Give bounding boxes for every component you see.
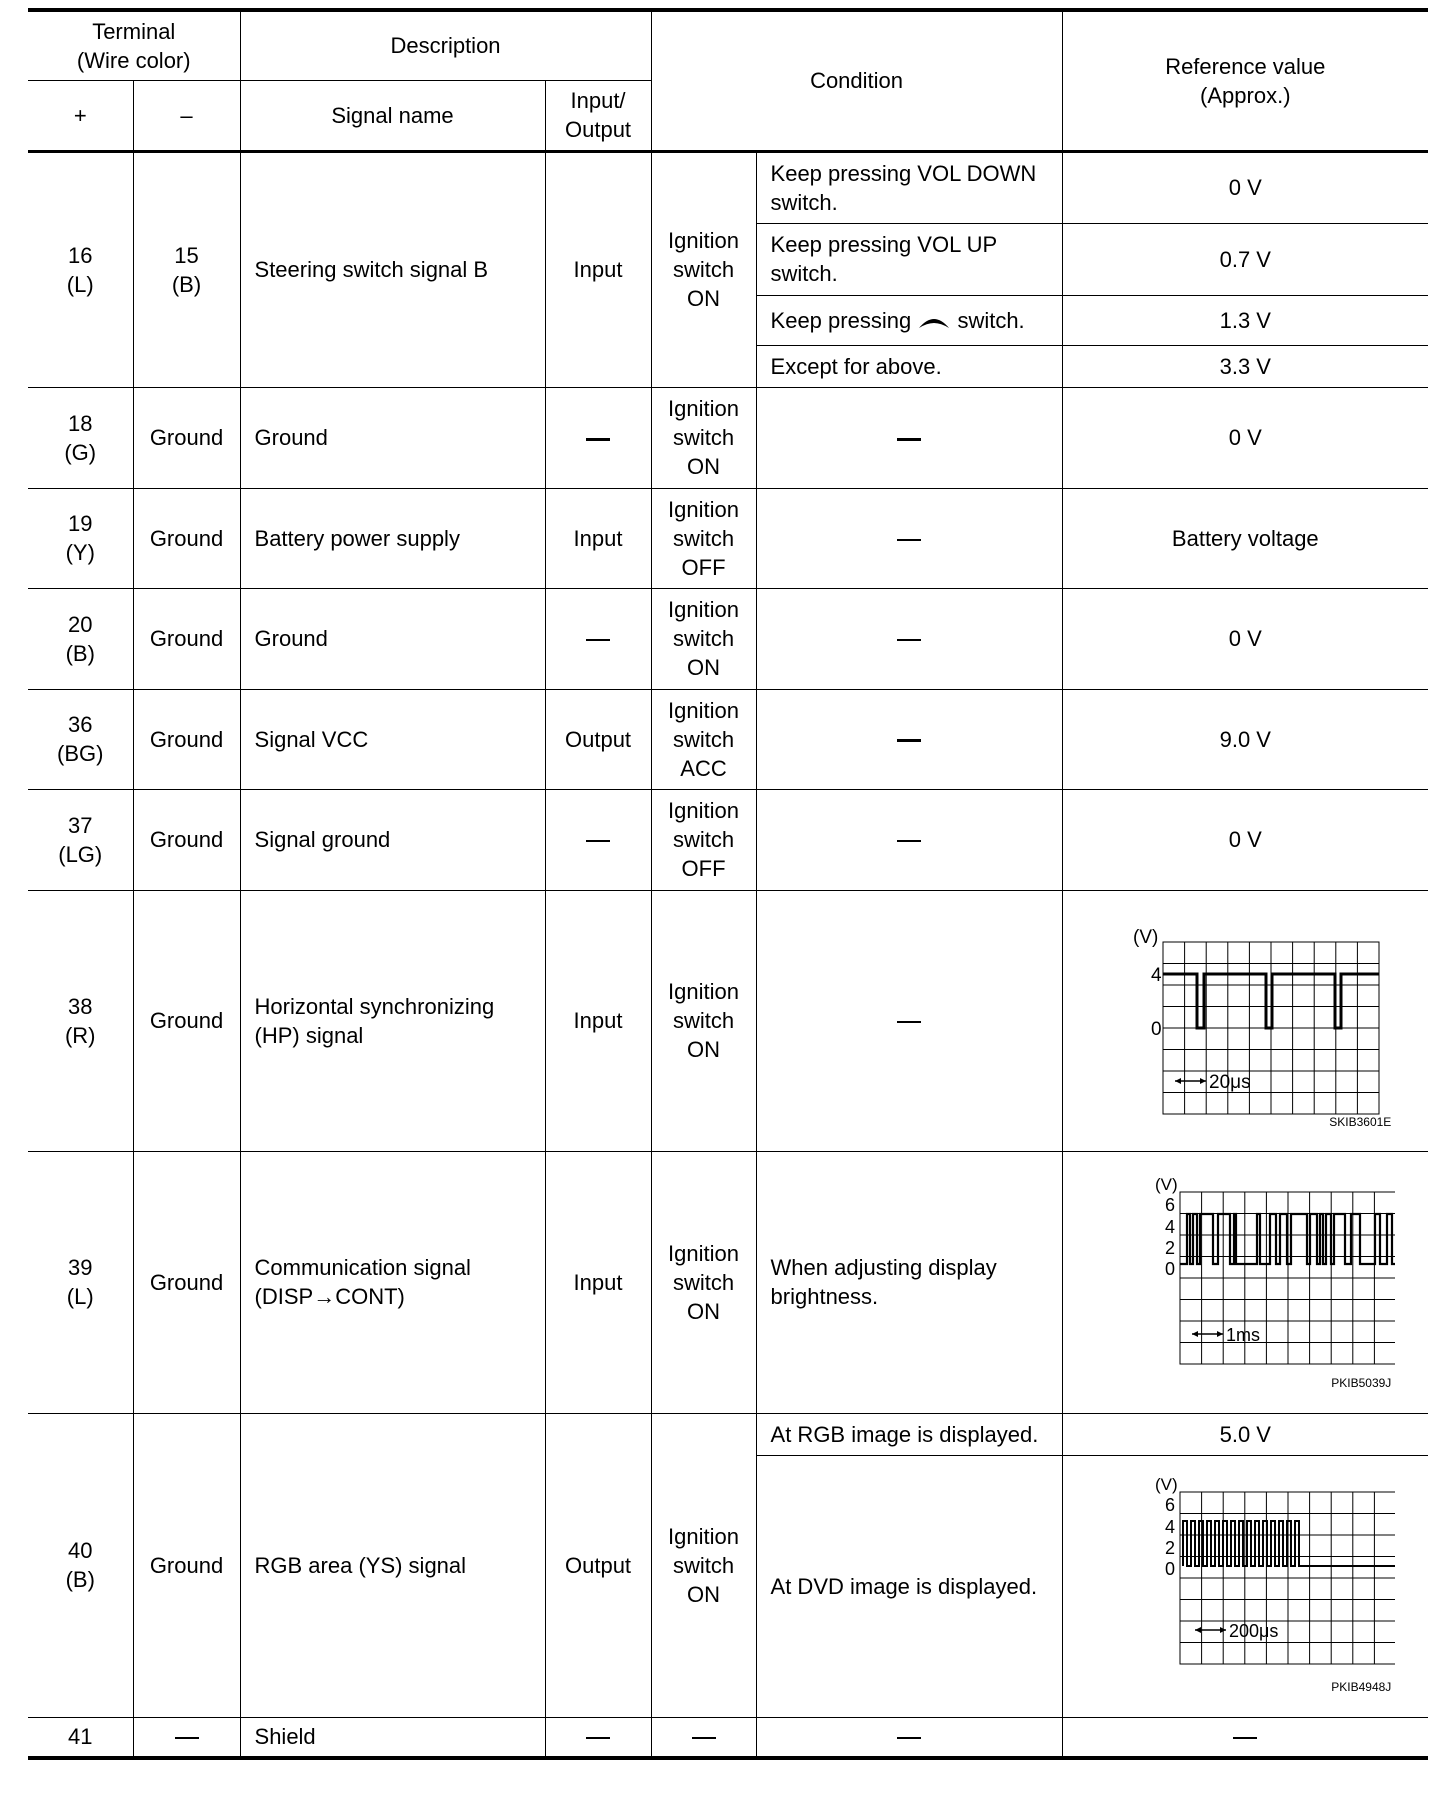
minus-terminal: Ground xyxy=(133,387,240,488)
plus-terminal: 16 (L) xyxy=(28,151,133,387)
condition xyxy=(756,890,1062,1151)
signal-name: Ground xyxy=(240,387,545,488)
dash-icon xyxy=(897,1737,921,1739)
header-signal-name: Signal name xyxy=(240,80,545,151)
communication-signal-waveform xyxy=(1095,1174,1395,1390)
ignition-state: Ignition switch ON xyxy=(651,151,756,387)
minus-terminal: Ground xyxy=(133,689,240,789)
header-terminal: Terminal (Wire color) xyxy=(28,10,240,80)
reference-value: 9.0 V xyxy=(1062,689,1428,789)
ignition-state: Ignition switch OFF xyxy=(651,789,756,890)
plus-terminal: 38 (R) xyxy=(28,890,133,1151)
io: Input xyxy=(545,151,651,387)
table-row xyxy=(28,890,1428,1151)
wave-unit: (V) xyxy=(1133,926,1159,948)
reference-value: 3.3 V xyxy=(1062,345,1428,387)
condition: Keep pressing switch. xyxy=(756,295,1062,345)
figure-code: PKIB4948J xyxy=(1331,1680,1392,1694)
ignition-state: Ignition switch ACC xyxy=(651,689,756,789)
reference-value xyxy=(1062,890,1428,1151)
dash-icon xyxy=(897,739,921,742)
header-description: Description xyxy=(240,10,651,80)
ignition-state: Ignition switch OFF xyxy=(651,488,756,588)
table-row xyxy=(28,1413,1428,1455)
plus-terminal: 18 (G) xyxy=(28,387,133,488)
wave-y-6: 6 xyxy=(1165,1495,1176,1515)
ignition-state: Ignition switch ON xyxy=(651,588,756,689)
table-row xyxy=(28,789,1428,890)
table-row xyxy=(28,151,1428,223)
dash-icon xyxy=(897,1021,921,1023)
dash-icon xyxy=(586,840,610,842)
io: Output xyxy=(545,689,651,789)
ignition-state: Ignition switch ON xyxy=(651,890,756,1151)
plus-terminal: 41 xyxy=(28,1717,133,1758)
signal-name: Shield xyxy=(240,1717,545,1758)
condition: Except for above. xyxy=(756,345,1062,387)
io xyxy=(545,588,651,689)
condition: At DVD image is displayed. xyxy=(756,1455,1062,1717)
header-reference: Reference value (Approx.) xyxy=(1062,10,1428,151)
dash-icon xyxy=(692,1737,716,1739)
ignition-state xyxy=(651,1717,756,1758)
plus-terminal: 19 (Y) xyxy=(28,488,133,588)
condition xyxy=(756,689,1062,789)
dash-icon xyxy=(1233,1737,1257,1739)
plus-terminal: 37 (LG) xyxy=(28,789,133,890)
io xyxy=(545,387,651,488)
condition xyxy=(756,588,1062,689)
reference-value xyxy=(1062,1455,1428,1717)
dash-icon xyxy=(175,1737,199,1739)
figure-code: PKIB5039J xyxy=(1331,1376,1392,1390)
io xyxy=(545,789,651,890)
reference-value: 0.7 V xyxy=(1062,223,1428,295)
signal-name: Communication signal (DISP→CONT) xyxy=(240,1151,545,1413)
condition xyxy=(756,488,1062,588)
wave-unit: (V) xyxy=(1155,1175,1178,1194)
io: Input xyxy=(545,488,651,588)
minus-terminal: 15 (B) xyxy=(133,151,240,387)
figure-code: SKIB3601E xyxy=(1329,1114,1392,1129)
reference-value: 5.0 V xyxy=(1062,1413,1428,1455)
header-io: Input/ Output xyxy=(545,80,651,151)
dash-icon xyxy=(897,539,921,541)
plus-terminal: 39 (L) xyxy=(28,1151,133,1413)
condition: Keep pressing VOL DOWN switch. xyxy=(756,151,1062,223)
signal-name: Battery power supply xyxy=(240,488,545,588)
reference-value: 1.3 V xyxy=(1062,295,1428,345)
signal-name: Horizontal synchronizing (HP) signal xyxy=(240,890,545,1151)
reference-value: Battery voltage xyxy=(1062,488,1428,588)
minus-terminal xyxy=(133,1717,240,1758)
wave-y-6: 6 xyxy=(1165,1195,1176,1215)
reference-value xyxy=(1062,1151,1428,1413)
wave-y-4: 4 xyxy=(1165,1517,1176,1537)
minus-terminal: Ground xyxy=(133,588,240,689)
header-condition: Condition xyxy=(651,10,1062,151)
dash-icon xyxy=(586,1737,610,1739)
minus-terminal: Ground xyxy=(133,1151,240,1413)
ignition-state: Ignition switch ON xyxy=(651,1151,756,1413)
terminal-table xyxy=(28,8,1428,1760)
reference-value: 0 V xyxy=(1062,387,1428,488)
signal-name: Signal VCC xyxy=(240,689,545,789)
table-row xyxy=(28,488,1428,588)
ignition-state: Ignition switch ON xyxy=(651,387,756,488)
signal-name: RGB area (YS) signal xyxy=(240,1413,545,1717)
table-row xyxy=(28,1151,1428,1413)
condition xyxy=(756,1717,1062,1758)
dash-icon xyxy=(586,438,610,441)
table-row xyxy=(28,588,1428,689)
wave-time-scale: 20μs xyxy=(1209,1071,1251,1093)
reference-value: 0 V xyxy=(1062,789,1428,890)
wave-time-scale: 1ms xyxy=(1226,1325,1261,1345)
dash-icon xyxy=(586,639,610,641)
io: Input xyxy=(545,1151,651,1413)
signal-name: Steering switch signal B xyxy=(240,151,545,387)
signal-name: Signal ground xyxy=(240,789,545,890)
dash-icon xyxy=(897,438,921,441)
dash-icon xyxy=(897,840,921,842)
table-row xyxy=(28,1717,1428,1758)
io: Input xyxy=(545,890,651,1151)
wave-time-scale: 200μs xyxy=(1229,1621,1279,1641)
minus-terminal: Ground xyxy=(133,1413,240,1717)
reference-value xyxy=(1062,1717,1428,1758)
io xyxy=(545,1717,651,1758)
condition: When adjusting display brightness. xyxy=(756,1151,1062,1413)
wave-unit: (V) xyxy=(1155,1478,1178,1494)
io: Output xyxy=(545,1413,651,1717)
minus-terminal: Ground xyxy=(133,488,240,588)
plus-terminal: 20 (B) xyxy=(28,588,133,689)
hp-signal-waveform xyxy=(1095,913,1395,1129)
reference-value: 0 V xyxy=(1062,151,1428,223)
minus-terminal: Ground xyxy=(133,789,240,890)
minus-terminal: Ground xyxy=(133,890,240,1151)
plus-terminal: 40 (B) xyxy=(28,1413,133,1717)
wave-y-2: 2 xyxy=(1165,1538,1176,1558)
ignition-state: Ignition switch ON xyxy=(651,1413,756,1717)
wave-y-4: 4 xyxy=(1151,964,1162,986)
condition: Keep pressing VOL UP switch. xyxy=(756,223,1062,295)
wave-y-2: 2 xyxy=(1165,1238,1176,1258)
plus-terminal: 36 (BG) xyxy=(28,689,133,789)
wave-y-0: 0 xyxy=(1165,1259,1176,1279)
dash-icon xyxy=(897,639,921,641)
rgb-area-waveform xyxy=(1095,1478,1395,1694)
condition: At RGB image is displayed. xyxy=(756,1413,1062,1455)
steering-switch-arch-icon xyxy=(917,314,951,330)
condition xyxy=(756,387,1062,488)
condition xyxy=(756,789,1062,890)
wave-y-4: 4 xyxy=(1165,1217,1176,1237)
signal-name: Ground xyxy=(240,588,545,689)
wave-y-0: 0 xyxy=(1151,1018,1162,1040)
reference-value: 0 V xyxy=(1062,588,1428,689)
wave-y-0: 0 xyxy=(1165,1559,1176,1579)
table-row xyxy=(28,689,1428,789)
header-plus: + xyxy=(28,80,133,151)
header-minus: – xyxy=(133,80,240,151)
table-row xyxy=(28,387,1428,488)
